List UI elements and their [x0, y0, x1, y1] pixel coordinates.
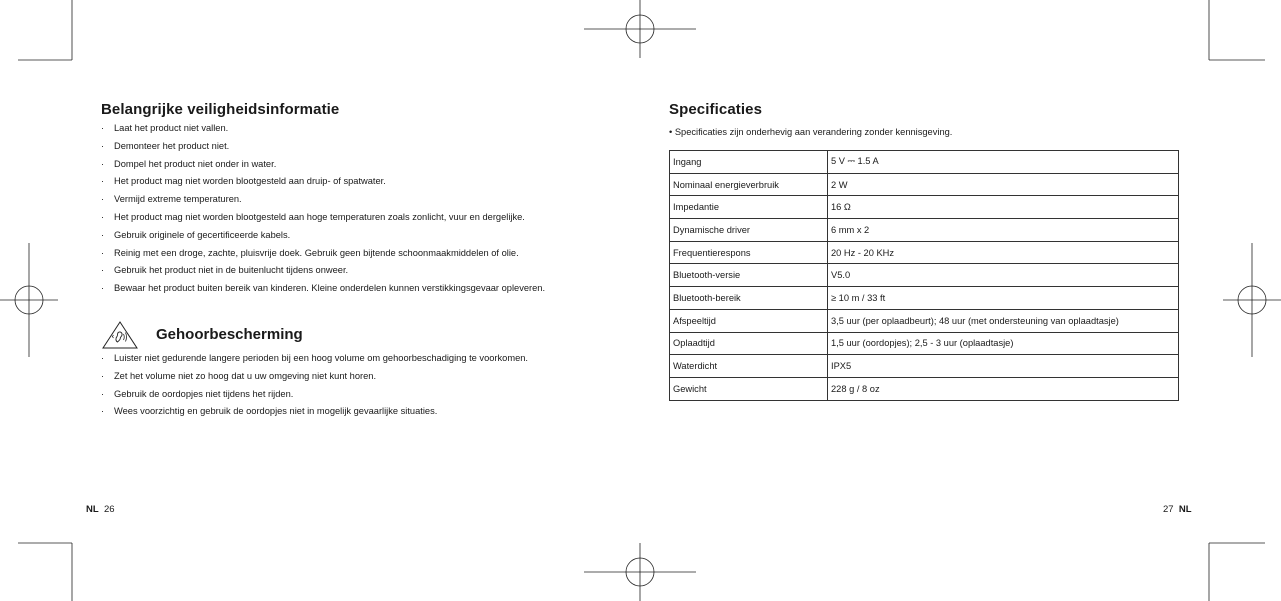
- list-item: · Bewaar het product buiten bereik van kinderen. Kleine onderdelen kunnen verstikkingsgevaar opleveren.: [101, 280, 621, 298]
- table-row: [670, 151, 1179, 174]
- spec-value: 3,5 uur (per oplaadbeurt); 48 uur (met ondersteuning van oplaadtasje): [828, 309, 1179, 332]
- safety-list: [101, 120, 621, 298]
- language-code: NL: [1178, 504, 1192, 515]
- spec-value: 2 W: [828, 173, 1179, 196]
- spec-key: Impedantie: [670, 196, 828, 219]
- spec-value: 1,5 uur (oordopjes); 2,5 - 3 uur (oplaadtasje): [828, 332, 1179, 355]
- spec-value: ≥ 10 m / 33 ft: [828, 287, 1179, 310]
- right-page: [669, 100, 1181, 401]
- table-row: [670, 287, 1179, 310]
- hearing-list: [101, 350, 621, 421]
- spec-key: Bluetooth-versie: [670, 264, 828, 287]
- spec-value: 5 V ⎓ 1.5 A: [828, 151, 1179, 174]
- page-number-left: [86, 504, 115, 515]
- list-item: · Dompel het product niet onder in water.: [101, 156, 621, 174]
- list-item: · Laat het product niet vallen.: [101, 120, 621, 138]
- list-item: · Zet het volume niet zo hoog dat u uw omgeving niet kunt horen.: [101, 368, 621, 386]
- spec-key: Ingang: [670, 151, 828, 174]
- spec-key: Afspeeltijd: [670, 309, 828, 332]
- spec-value: 6 mm x 2: [828, 219, 1179, 242]
- spec-key: Oplaadtijd: [670, 332, 828, 355]
- page-number-right: [1163, 504, 1192, 515]
- spec-value: 20 Hz - 20 KHz: [828, 241, 1179, 264]
- spec-key: Nominaal energieverbruik: [670, 173, 828, 196]
- specs-table: [669, 150, 1179, 401]
- list-item: · Luister niet gedurende langere perioden bij een hoog volume om gehoorbeschadiging te voorkomen.: [101, 350, 621, 368]
- spec-key: Gewicht: [670, 377, 828, 400]
- language-code: NL: [86, 504, 99, 515]
- table-row: [670, 332, 1179, 355]
- table-row: [670, 355, 1179, 378]
- hearing-header: [101, 320, 621, 350]
- safety-title: Belangrijke veiligheidsinformatie: [101, 101, 340, 118]
- page-number: 27: [1163, 504, 1174, 515]
- list-item: · Reinig met een droge, zachte, pluisvrije doek. Gebruik geen bijtende schoonmaakmiddelen of olie.: [101, 245, 621, 263]
- spec-value: 228 g / 8 oz: [828, 377, 1179, 400]
- list-item: · Wees voorzichtig en gebruik de oordopjes niet in mogelijk gevaarlijke situaties.: [101, 403, 621, 421]
- hearing-warning-icon: [101, 320, 139, 350]
- spec-value: V5.0: [828, 264, 1179, 287]
- list-item: · Gebruik het product niet in de buitenlucht tijdens onweer.: [101, 262, 621, 280]
- table-row: [670, 377, 1179, 400]
- list-item: · Het product mag niet worden blootgesteld aan druip- of spatwater.: [101, 173, 621, 191]
- spec-value: IPX5: [828, 355, 1179, 378]
- table-row: [670, 241, 1179, 264]
- table-row: [670, 219, 1179, 242]
- spec-key: Frequentierespons: [670, 241, 828, 264]
- spec-key: Waterdicht: [670, 355, 828, 378]
- spec-value: 16 Ω: [828, 196, 1179, 219]
- table-row: [670, 196, 1179, 219]
- spec-key: Bluetooth-bereik: [670, 287, 828, 310]
- table-row: [670, 173, 1179, 196]
- spec-key: Dynamische driver: [670, 219, 828, 242]
- specs-note: • Specificaties zijn onderhevig aan verandering zonder kennisgeving.: [669, 127, 953, 137]
- left-page: [101, 100, 621, 421]
- page-number: 26: [103, 504, 115, 515]
- hearing-title: Gehoorbescherming: [156, 326, 303, 344]
- list-item: · Gebruik de oordopjes niet tijdens het rijden.: [101, 386, 621, 404]
- table-row: [670, 309, 1179, 332]
- list-item: · Vermijd extreme temperaturen.: [101, 191, 621, 209]
- specs-title: Specificaties: [669, 101, 763, 118]
- list-item: · Gebruik originele of gecertificeerde kabels.: [101, 227, 621, 245]
- table-row: [670, 264, 1179, 287]
- list-item: · Demonteer het product niet.: [101, 138, 621, 156]
- list-item: · Het product mag niet worden blootgesteld aan hoge temperaturen zoals zonlicht, vuur en dergelijke.: [101, 209, 621, 227]
